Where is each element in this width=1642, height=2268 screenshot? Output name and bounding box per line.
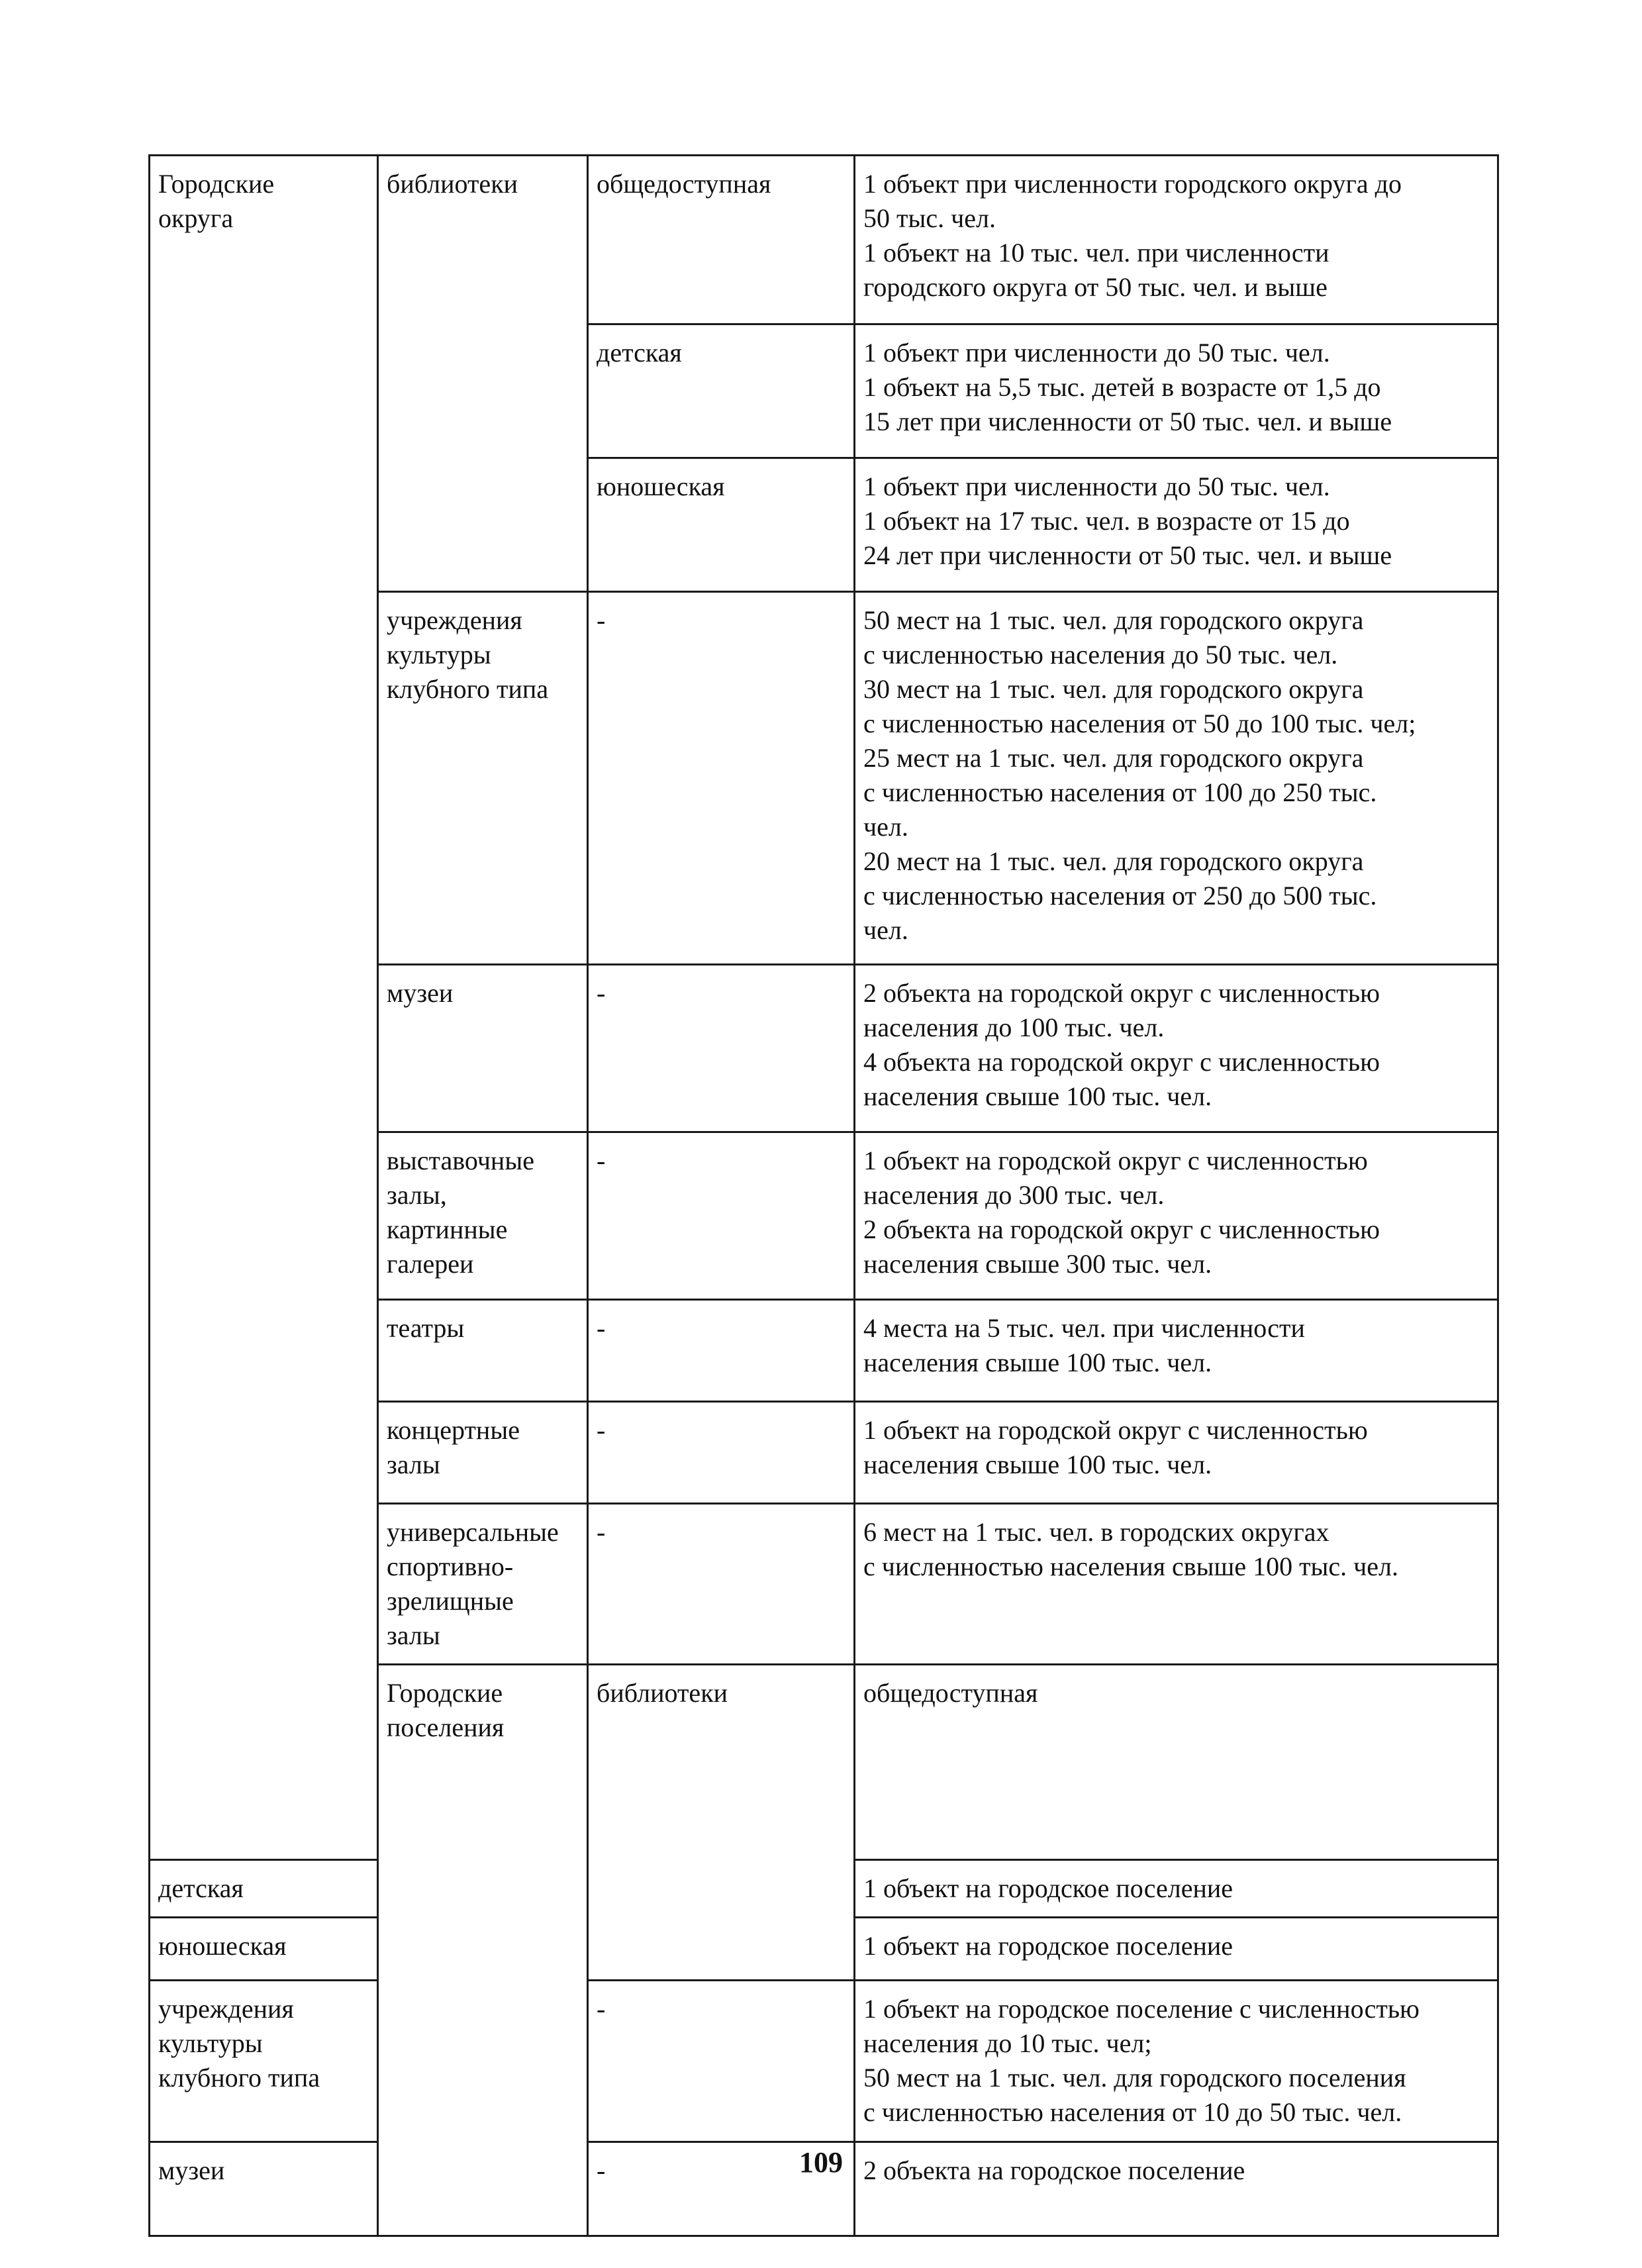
table-row (150, 156, 1498, 324)
norm-text: 1 объект при численности до 50 тыс. чел. 1 объект на 5,5 тыс. детей в возрасте от 1,5 до 15 лет при численности от 50 тыс. чел. и выше (863, 338, 1392, 436)
subtype-label: юношеская (597, 471, 725, 501)
subtype-label: - (597, 1994, 606, 2024)
facility-label: музеи (158, 2155, 225, 2185)
subtype-label: - (597, 1146, 606, 1175)
norm-cell (855, 458, 1498, 592)
subtype-label: детская (158, 1873, 244, 1903)
norm-text: 1 объект при численности городского округа до 50 тыс. чел. 1 объект на 10 тыс. чел. при численности городского округа от 50 тыс. чел. и выше (863, 169, 1402, 302)
norm-cell (855, 1402, 1498, 1504)
facility-cell (378, 156, 588, 592)
norm-text: 1 объект на городское поселение (863, 1873, 1233, 1903)
subtype-cell (588, 1981, 855, 2142)
subtype-cell (588, 592, 855, 965)
facility-cell (588, 1665, 855, 1981)
norm-cell (855, 156, 1498, 324)
facility-cell (378, 1402, 588, 1504)
settlement-type-label: Городские округа (158, 169, 275, 233)
subtype-cell (588, 1132, 855, 1300)
norm-text: 2 объекта на городской округ с численностью населения до 100 тыс. чел. 4 объекта на городской округ с численностью населения свыше 100 тыс. чел. (863, 978, 1380, 1111)
subtype-cell (588, 1300, 855, 1402)
subtype-label: детская (597, 338, 682, 368)
page-number: 109 (799, 2146, 843, 2179)
facility-label: учреждения культуры клубного типа (158, 1994, 320, 2093)
norm-text: 6 мест на 1 тыс. чел. в городских округах с численностью населения свыше 100 тыс. чел. (863, 1517, 1399, 1581)
facility-label: универсальные спортивно- зрелищные залы (387, 1517, 559, 1650)
facility-label: выставочные залы, картинные галереи (387, 1146, 534, 1279)
facility-cell (150, 1981, 378, 2142)
norm-cell (855, 1860, 1498, 1918)
norm-text: 1 объект при численности до 50 тыс. чел. 1 объект на 17 тыс. чел. в возрасте от 15 до 24 лет при численности от 50 тыс. чел. и выше (863, 471, 1392, 570)
norm-cell (855, 1300, 1498, 1402)
facility-cell (378, 1300, 588, 1402)
subtype-label: - (597, 1517, 606, 1547)
subtype-cell (855, 1665, 1498, 1860)
subtype-cell (588, 324, 855, 458)
norm-cell (855, 324, 1498, 458)
norm-cell (855, 592, 1498, 965)
norm-cell (855, 1132, 1498, 1300)
norm-text: 1 объект на городской округ с численностью населения свыше 100 тыс. чел. (863, 1415, 1368, 1479)
subtype-cell (150, 1860, 378, 1918)
norm-cell (855, 1504, 1498, 1665)
subtype-label: - (597, 978, 606, 1008)
subtype-label: - (597, 2155, 606, 2185)
facility-cell (378, 965, 588, 1132)
norm-text: 2 объекта на городское поселение (863, 2155, 1245, 2185)
norm-text: 4 места на 5 тыс. чел. при численности населения свыше 100 тыс. чел. (863, 1313, 1305, 1377)
subtype-label: юношеская (158, 1931, 287, 1961)
subtype-cell (588, 1402, 855, 1504)
facility-label: театры (387, 1313, 465, 1343)
facility-label: библиотеки (597, 1678, 728, 1708)
settlement-type-cell (150, 156, 378, 1860)
norm-text: 1 объект на городское поселение (863, 1931, 1233, 1961)
facility-label: учреждения культуры клубного типа (387, 605, 549, 704)
subtype-label: - (597, 605, 606, 635)
table-row (150, 1981, 1498, 2142)
subtype-cell (150, 1918, 378, 1981)
norm-text: 50 мест на 1 тыс. чел. для городского округа с численностью населения до 50 тыс. чел. 30 мест на 1 тыс. чел. для городского округа с численностью населения от 50 до 100 тыс. чел; 25 мест на 1 тыс. чел. для городского округа с численностью населения от 100 до 250 тыс. чел. 20 мест на 1 тыс. чел. для городского округа с численностью населения от 250 до 500 тыс. чел. (863, 605, 1416, 945)
facility-cell (378, 1132, 588, 1300)
subtype-cell (588, 156, 855, 324)
subtype-label: - (597, 1313, 606, 1343)
norm-text: 1 объект на городской округ с численностью населения до 300 тыс. чел. 2 объекта на городской округ с численностью населения свыше 300 тыс. чел. (863, 1146, 1380, 1279)
facility-label: библиотеки (387, 169, 518, 199)
settlement-type-label: Городские поселения (387, 1678, 505, 1742)
facility-cell (378, 592, 588, 965)
norm-text: 1 объект на городское поселение с численностью населения до 10 тыс. чел; 50 мест на 1 тыс. чел. для городского поселения с численностью населения от 10 до 50 тыс. чел. (863, 1994, 1420, 2127)
subtype-label: - (597, 1415, 606, 1445)
subtype-label: общедоступная (863, 1678, 1038, 1708)
norm-cell (855, 1981, 1498, 2142)
subtype-cell (588, 458, 855, 592)
subtype-label: общедоступная (597, 169, 771, 199)
norm-cell (855, 1918, 1498, 1981)
culture-facilities-norms-table (148, 154, 1499, 2237)
facility-label: музеи (387, 978, 454, 1008)
subtype-cell (588, 1504, 855, 1665)
subtype-cell (588, 965, 855, 1132)
norm-cell (855, 965, 1498, 1132)
facility-label: концертные залы (387, 1415, 520, 1479)
facility-cell (378, 1504, 588, 1665)
